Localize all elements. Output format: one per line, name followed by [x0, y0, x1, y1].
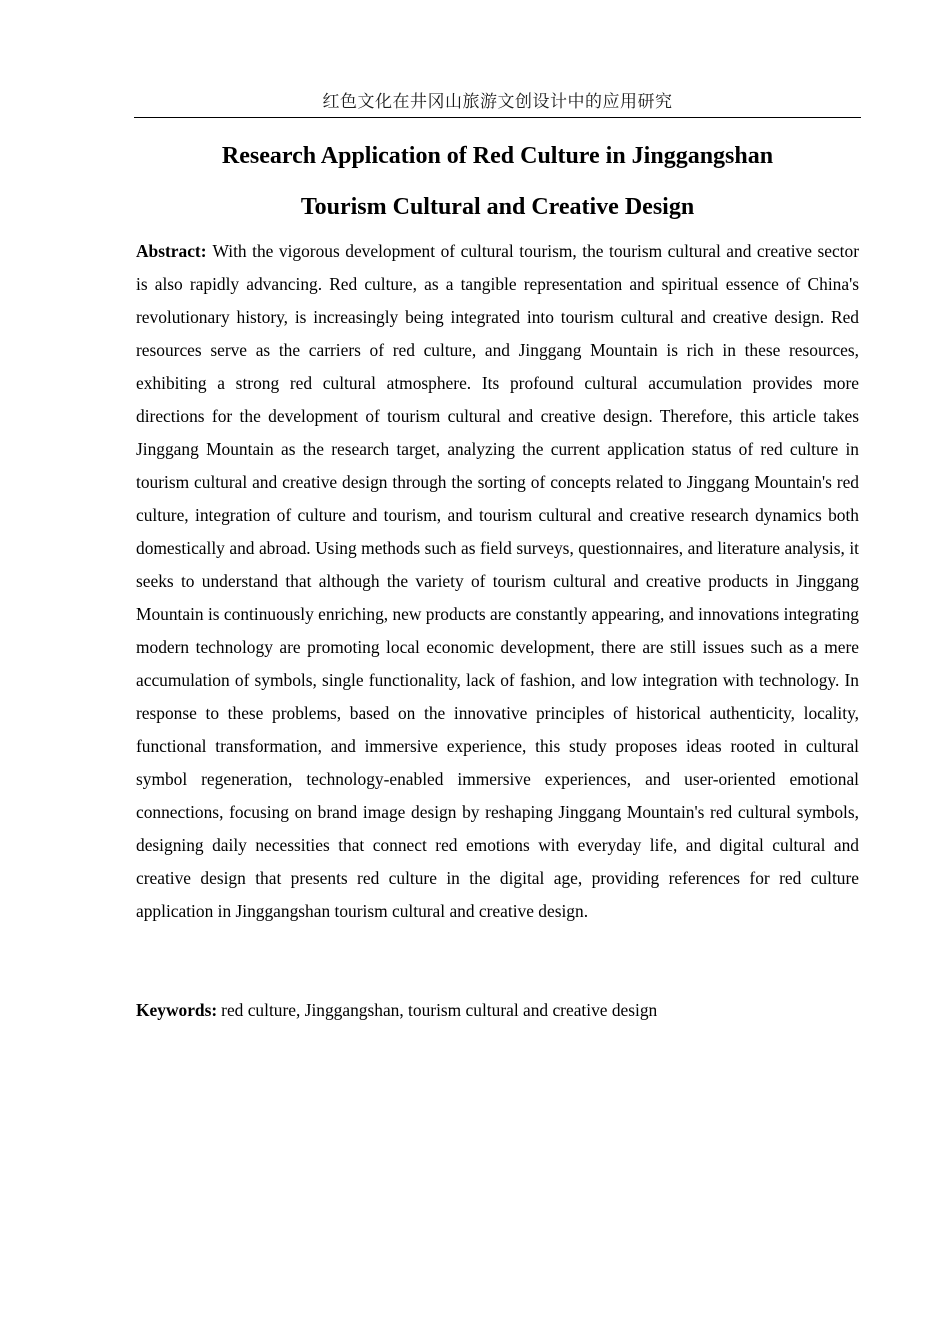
abstract-paragraph	[136, 235, 859, 928]
abstract-text: With the vigorous development of cultural tourism, the tourism cultural and creative sector is also rapidly advancing. Red culture, as a tangible representation and spiritual essence of China's revolutionary history, is increasingly being integrated into tourism cultural and creative design. Red resources serve as the carriers of red culture, and Jinggang Mountain is rich in these resources, exhibiting a strong red cultural atmosphere. Its profound cultural accumulation provides more directions for the development of tourism cultural and creative design. Therefore, this article takes Jinggang Mountain as the research target, analyzing the current application status of red culture in tourism cultural and creative design through the sorting of concepts related to Jinggang Mountain's red culture, integration of culture and tourism, and tourism cultural and creative research dynamics both domestically and abroad. Using methods such as field surveys, questionnaires, and literature analysis, it seeks to understand that although the variety of tourism cultural and creative products in Jinggang Mountain is continuously enriching, new products are constantly appearing, and innovations integrating modern technology are promoting local economic development, there are still issues such as a mere accumulation of symbols, single functionality, lack of fashion, and low integration with technology. In response to these problems, based on the innovative principles of historical authenticity, locality, functional transformation, and immersive experience, this study proposes ideas rooted in cultural symbol regeneration, technology-enabled immersive experiences, and user-oriented emotional connections, focusing on brand image design by reshaping Jinggang Mountain's red cultural symbols, designing daily necessities that connect red emotions with everyday life, and digital cultural and creative design that presents red culture in the digital age, providing references for red culture application in Jinggangshan tourism cultural and creative design.	[136, 241, 860, 921]
header-rule	[134, 117, 861, 118]
paper-title-line-2: Tourism Cultural and Creative Design	[300, 194, 695, 220]
running-header: 红色文化在井冈山旅游文创设计中的应用研究	[322, 92, 673, 112]
paper-title	[134, 131, 861, 233]
keywords-paragraph	[136, 994, 859, 1027]
abstract-label: Abstract:	[136, 241, 207, 261]
paper-title-line-1: Research Application of Red Culture in Jinggangshan	[221, 143, 774, 169]
keywords-label: Keywords:	[136, 1000, 218, 1020]
keywords-text: red culture, Jinggangshan, tourism cultural and creative design	[221, 1000, 658, 1020]
